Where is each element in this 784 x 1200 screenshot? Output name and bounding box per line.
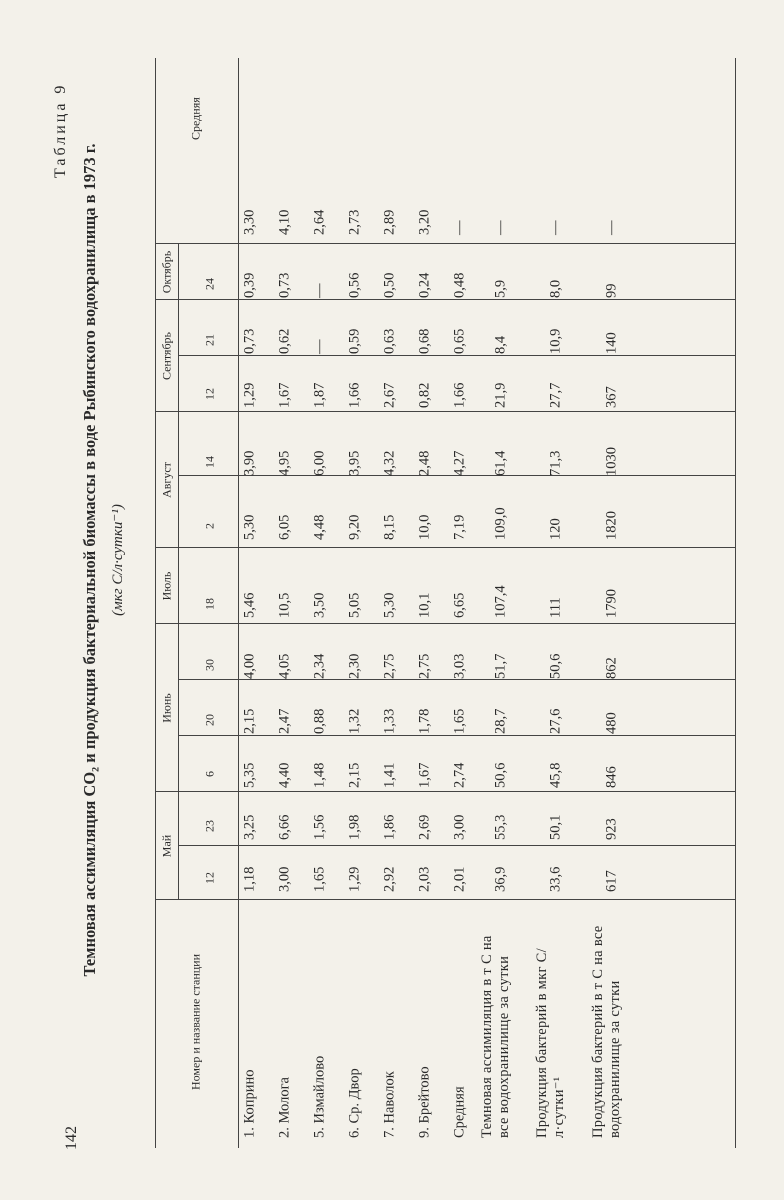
table-cell: 0,39 xyxy=(241,272,258,298)
table-cell: 2,15 xyxy=(346,762,363,788)
table-cell: 5,35 xyxy=(241,762,258,788)
table-cell: 1,66 xyxy=(346,382,363,408)
table-cell: 4,95 xyxy=(276,450,293,476)
table-cell: 107,4 xyxy=(492,585,509,618)
table-cell: 4,00 xyxy=(241,653,258,679)
table-cell: 0,56 xyxy=(346,272,363,298)
table-cell: 2,47 xyxy=(276,708,293,734)
month-divider xyxy=(155,623,735,624)
header-bottom-rule xyxy=(238,58,239,1148)
table-cell: 10,0 xyxy=(416,514,433,540)
table-cell: 1790 xyxy=(603,589,620,618)
table-cell: 5,30 xyxy=(381,592,398,618)
table-cell: 1,65 xyxy=(451,708,468,734)
table-cell: 0,50 xyxy=(381,272,398,298)
average-column-header: Средняя xyxy=(188,97,203,140)
table-cell: 71,3 xyxy=(547,450,564,476)
table-cell: 0,82 xyxy=(416,382,433,408)
month-divider xyxy=(155,547,735,548)
table-cell: 4,10 xyxy=(276,209,293,235)
table-cell: — xyxy=(603,220,620,235)
day-header: 14 xyxy=(202,456,217,468)
table-cell: 50,6 xyxy=(492,762,509,788)
table-cell: 1,66 xyxy=(451,382,468,408)
month-header: Июнь xyxy=(159,693,174,723)
table-cell: 61,4 xyxy=(492,450,509,476)
table-cell: 1,29 xyxy=(346,866,363,892)
table-cell: 10,9 xyxy=(547,328,564,354)
table-cell: 2,48 xyxy=(416,450,433,476)
table-cell: — xyxy=(451,220,468,235)
summary-row-label: Продукция бактерий в т С на все водохранилище за сутки xyxy=(590,925,623,1138)
table-cell: 2,73 xyxy=(346,209,363,235)
table-cell: 0,62 xyxy=(276,328,293,354)
table-cell: 140 xyxy=(603,332,620,354)
station-label: 7. Наволок xyxy=(381,1071,398,1138)
table-cell: 5,05 xyxy=(346,592,363,618)
table-bottom-rule xyxy=(735,58,736,1148)
table-cell: 0,24 xyxy=(416,272,433,298)
table-cell: 10,5 xyxy=(276,592,293,618)
table-cell: 1,29 xyxy=(241,382,258,408)
table-cell: 3,30 xyxy=(241,209,258,235)
table-cell: 50,6 xyxy=(547,653,564,679)
month-divider xyxy=(155,299,735,300)
table-cell: 2,01 xyxy=(451,866,468,892)
table-cell: 846 xyxy=(603,766,620,788)
table-cell: 10,1 xyxy=(416,592,433,618)
table-top-rule xyxy=(155,58,156,1148)
table-cell: 480 xyxy=(603,712,620,734)
table-cell: 1,41 xyxy=(381,762,398,788)
table-cell: 3,25 xyxy=(241,814,258,840)
table-cell: — xyxy=(311,283,328,298)
table-cell: 3,50 xyxy=(311,592,328,618)
table-number: Таблица 9 xyxy=(52,82,69,178)
station-label: Средняя xyxy=(451,1086,468,1138)
table-cell: 1,65 xyxy=(311,866,328,892)
table-cell: 6,66 xyxy=(276,814,293,840)
month-divider xyxy=(155,243,735,244)
table-cell: 2,75 xyxy=(416,653,433,679)
table-cell: 4,48 xyxy=(311,514,328,540)
day-divider xyxy=(178,845,735,846)
table-cell: 2,92 xyxy=(381,866,398,892)
table-cell: 8,15 xyxy=(381,514,398,540)
table-cell: 5,46 xyxy=(241,592,258,618)
table-cell: 3,00 xyxy=(451,814,468,840)
table-cell: 2,74 xyxy=(451,762,468,788)
table-cell: 50,1 xyxy=(547,814,564,840)
table-cell: 2,69 xyxy=(416,814,433,840)
month-header: Август xyxy=(159,462,174,498)
day-divider xyxy=(178,679,735,680)
day-header: 21 xyxy=(202,334,217,346)
day-header: 23 xyxy=(202,820,217,832)
table-cell: 4,32 xyxy=(381,450,398,476)
table-cell: 55,3 xyxy=(492,814,509,840)
table-cell: 3,03 xyxy=(451,653,468,679)
table-cell: 2,34 xyxy=(311,653,328,679)
day-header: 12 xyxy=(202,872,217,884)
station-label: 5. Измайлово xyxy=(311,1055,328,1138)
table-cell: 862 xyxy=(603,657,620,679)
table-cell: 0,68 xyxy=(416,328,433,354)
month-header: Июль xyxy=(159,571,174,601)
station-label: 1. Коприно xyxy=(241,1069,258,1138)
table-cell: 27,7 xyxy=(547,382,564,408)
table-cell: 2,75 xyxy=(381,653,398,679)
day-header: 6 xyxy=(202,771,217,777)
table-units: (мкг C/л·сутки⁻¹) xyxy=(110,504,126,616)
table-title: Темновая ассимиляция CO₂ и продукция бактериальной биомассы в воде Рыбинского водохранилища в 1973 г. xyxy=(80,143,99,977)
table-cell: 51,7 xyxy=(492,653,509,679)
table-cell: — xyxy=(492,220,509,235)
table-cell: 28,7 xyxy=(492,708,509,734)
station-label: 6. Ср. Двор xyxy=(346,1068,363,1138)
day-header: 20 xyxy=(202,714,217,726)
table-cell: 8,4 xyxy=(492,335,509,354)
table-cell: 111 xyxy=(547,597,564,618)
month-divider xyxy=(155,411,735,412)
table-cell: 4,05 xyxy=(276,653,293,679)
month-day-divider xyxy=(178,244,179,900)
table-cell: 617 xyxy=(603,870,620,892)
table-cell: 36,9 xyxy=(492,866,509,892)
table-cell: 1820 xyxy=(603,511,620,540)
day-header: 24 xyxy=(202,278,217,290)
table-cell: 21,9 xyxy=(492,382,509,408)
station-column-divider xyxy=(155,899,735,900)
table-cell: 6,05 xyxy=(276,514,293,540)
table-cell: 0,59 xyxy=(346,328,363,354)
table-cell: 1,18 xyxy=(241,866,258,892)
table-cell: 2,30 xyxy=(346,653,363,679)
table-cell: 923 xyxy=(603,818,620,840)
table-cell: — xyxy=(547,220,564,235)
table-cell: 1,32 xyxy=(346,708,363,734)
day-header: 18 xyxy=(202,598,217,610)
day-header: 12 xyxy=(202,388,217,400)
table-cell: 1,98 xyxy=(346,814,363,840)
table-cell: 1030 xyxy=(603,447,620,476)
station-column-header: Номер и название станции xyxy=(188,953,203,1090)
table-cell: 99 xyxy=(603,283,620,298)
table-cell: 4,40 xyxy=(276,762,293,788)
table-cell: — xyxy=(311,339,328,354)
table-cell: 5,30 xyxy=(241,514,258,540)
table-cell: 2,15 xyxy=(241,708,258,734)
table-cell: 367 xyxy=(603,386,620,408)
table-cell: 6,65 xyxy=(451,592,468,618)
summary-row-label: Продукция бактерий в мкг С/л·сутки⁻¹ xyxy=(534,948,567,1138)
table-cell: 1,78 xyxy=(416,708,433,734)
month-header: Сентябрь xyxy=(159,331,174,381)
table-cell: 3,90 xyxy=(241,450,258,476)
month-divider xyxy=(155,791,735,792)
day-divider xyxy=(178,355,735,356)
table-cell: 2,89 xyxy=(381,209,398,235)
table-cell: 1,48 xyxy=(311,762,328,788)
table-cell: 7,19 xyxy=(451,514,468,540)
table-cell: 1,67 xyxy=(416,762,433,788)
table-cell: 0,88 xyxy=(311,708,328,734)
table-cell: 8,0 xyxy=(547,279,564,298)
table-cell: 0,73 xyxy=(276,272,293,298)
table-cell: 1,87 xyxy=(311,382,328,408)
table-cell: 3,95 xyxy=(346,450,363,476)
day-header: 2 xyxy=(202,523,217,529)
summary-row-label: Темновая ассимиляция в т С на все водохранилище за сутки xyxy=(479,935,512,1138)
table-cell: 45,8 xyxy=(547,762,564,788)
table-cell: 3,00 xyxy=(276,866,293,892)
page-number: 142 xyxy=(63,1126,80,1150)
month-header: Октябрь xyxy=(159,250,174,294)
table-cell: 3,20 xyxy=(416,209,433,235)
table-cell: 4,27 xyxy=(451,450,468,476)
table-cell: 0,63 xyxy=(381,328,398,354)
table-cell: 2,03 xyxy=(416,866,433,892)
station-label: 9. Брейтово xyxy=(416,1066,433,1138)
day-header: 30 xyxy=(202,659,217,671)
table-cell: 120 xyxy=(547,518,564,540)
table-cell: 109,0 xyxy=(492,507,509,540)
station-label: 2. Молога xyxy=(276,1077,293,1138)
table-cell: 33,6 xyxy=(547,866,564,892)
table-cell: 27,6 xyxy=(547,708,564,734)
table-cell: 5,9 xyxy=(492,279,509,298)
month-header: Май xyxy=(159,834,174,858)
day-divider xyxy=(178,735,735,736)
table-cell: 1,86 xyxy=(381,814,398,840)
table-cell: 2,67 xyxy=(381,382,398,408)
table-cell: 0,65 xyxy=(451,328,468,354)
table-cell: 2,64 xyxy=(311,209,328,235)
table-cell: 6,00 xyxy=(311,450,328,476)
table-cell: 0,48 xyxy=(451,272,468,298)
table-cell: 1,67 xyxy=(276,382,293,408)
table-cell: 1,33 xyxy=(381,708,398,734)
table-cell: 9,20 xyxy=(346,514,363,540)
table-cell: 1,56 xyxy=(311,814,328,840)
table-cell: 0,73 xyxy=(241,328,258,354)
